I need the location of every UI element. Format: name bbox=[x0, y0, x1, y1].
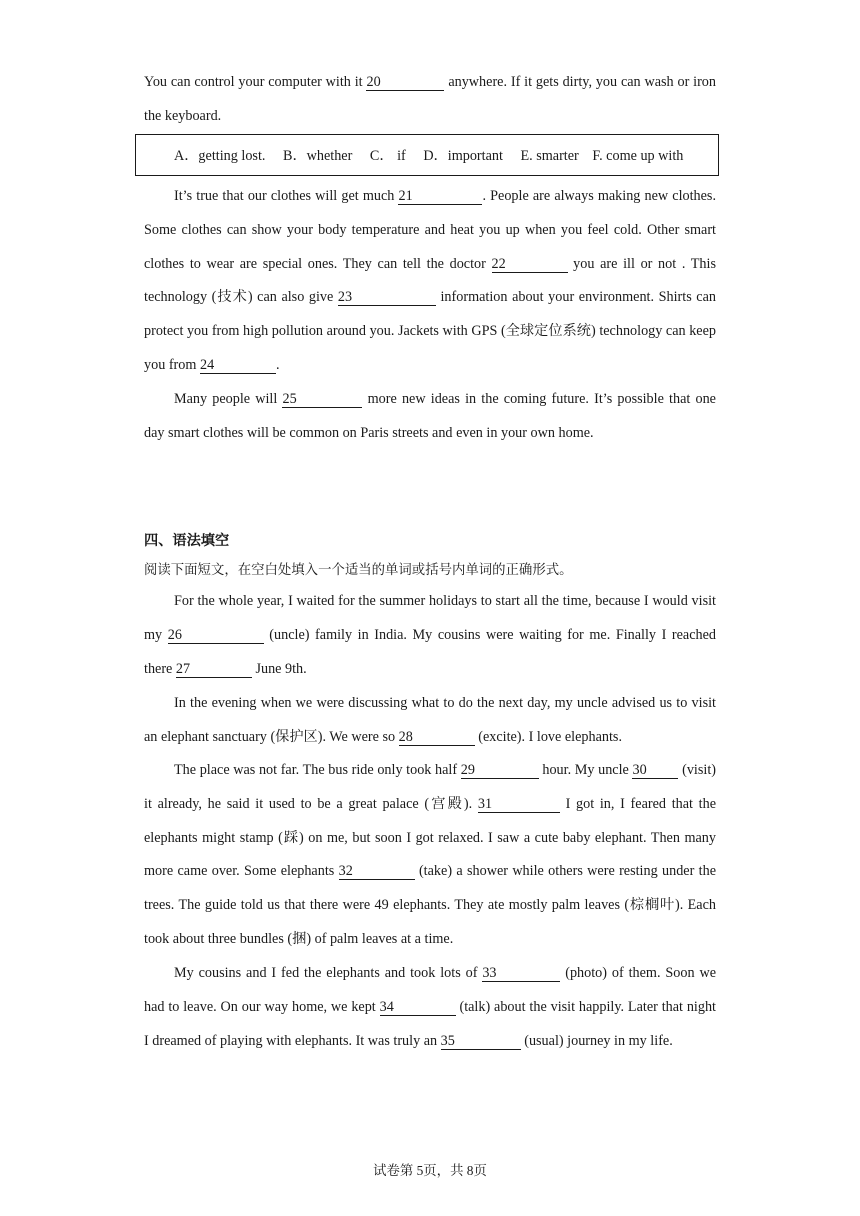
option-e: E. smarter bbox=[520, 148, 579, 164]
blank-29: 29 bbox=[461, 762, 539, 779]
blank-28: 28 bbox=[399, 729, 475, 746]
paragraph-photos: My cousins and I fed the elephants and took lots of 33 (photo) of them. Soon we had to leave. On our way home, we kept 34 (talk) about the visit happily. Later that night I dreamed of playing with elephants. It was truly an 35 (usual) journey in my life. bbox=[144, 965, 717, 1049]
option-f: F. come up with bbox=[592, 148, 684, 164]
blank-22: 22 bbox=[492, 256, 568, 273]
blank-35: 35 bbox=[441, 1033, 521, 1050]
option-a: A．getting lost. bbox=[174, 148, 266, 164]
blank-34: 34 bbox=[380, 999, 456, 1016]
option-d: D．important bbox=[423, 148, 503, 164]
option-c: C． if bbox=[369, 148, 406, 164]
paragraph-holiday: For the whole year, I waited for the summer holidays to start all the time, because I would visit my 26 (uncle) family in India. My cousins were waiting for me. Finally I reached there 27 June 9th. bbox=[144, 593, 716, 677]
blank-32: 32 bbox=[339, 863, 415, 880]
blank-27: 27 bbox=[176, 661, 252, 678]
page-footer: 试卷第 5页，共 8页 bbox=[373, 1163, 487, 1178]
blank-30: 30 bbox=[632, 762, 678, 779]
blank-23: 23 bbox=[338, 289, 436, 306]
blank-21: 21 bbox=[398, 188, 482, 205]
blank-31: 31 bbox=[478, 796, 560, 813]
option-b: B．whether bbox=[282, 148, 353, 164]
blank-25: 25 bbox=[282, 391, 362, 408]
blank-24: 24 bbox=[200, 357, 276, 374]
paragraph-future: Many people will 25 more new ideas in the coming future. It’s possible that one day smart clothes will be common on Paris streets and even in your own home. bbox=[144, 391, 716, 441]
paragraph-visit: The place was not far. The bus ride only took half 29 hour. My uncle 30 (visit) it already, he said it used to be a great palace (宫殿). 31 I got in, I feared that the elephants might stamp (踩) on me, but soon I got relaxed. I saw a cute baby elephant. Then many more came over. Some elephants 32 (take) a shower while others were resting under the trees. The guide told us that there were 49 elephants. They ate mostly palm leaves (棕榈叶). Each took about three bundles (捆) of palm leaves at a time. bbox=[144, 762, 717, 947]
blank-20: 20 bbox=[366, 74, 444, 91]
paragraph-smart-clothes: It’s true that our clothes will get much 21 . People are always making new clothes. Some clothes can show your body temperature and heat you up when you feel cold. Other smart clothes to wear are special ones. They can tell the doctor 22 you are ill or not . This technology (技术) can also give 23 information about your environment. Shirts can protect you from high pollution around you. Jackets with GPS (全球定位系统) technology can keep you from 24 . bbox=[144, 188, 717, 373]
blank-26: 26 bbox=[168, 627, 264, 644]
options-box bbox=[135, 134, 719, 176]
paragraph-intro: You can control your computer with it 20 anywhere. If it gets dirty, you can wash or iron the keyboard. bbox=[144, 74, 716, 124]
section-heading: 四、语法填空 bbox=[144, 533, 230, 549]
section-instruction: 阅读下面短文，在空白处填入一个适当的单词或括号内单词的正确形式。 bbox=[144, 563, 573, 578]
blank-33: 33 bbox=[482, 965, 560, 982]
paragraph-sanctuary: In the evening when we were discussing what to do the next day, my uncle advised us to visit an elephant sanctuary (保护区). We were so 28 (excite). I love elephants. bbox=[144, 695, 716, 745]
